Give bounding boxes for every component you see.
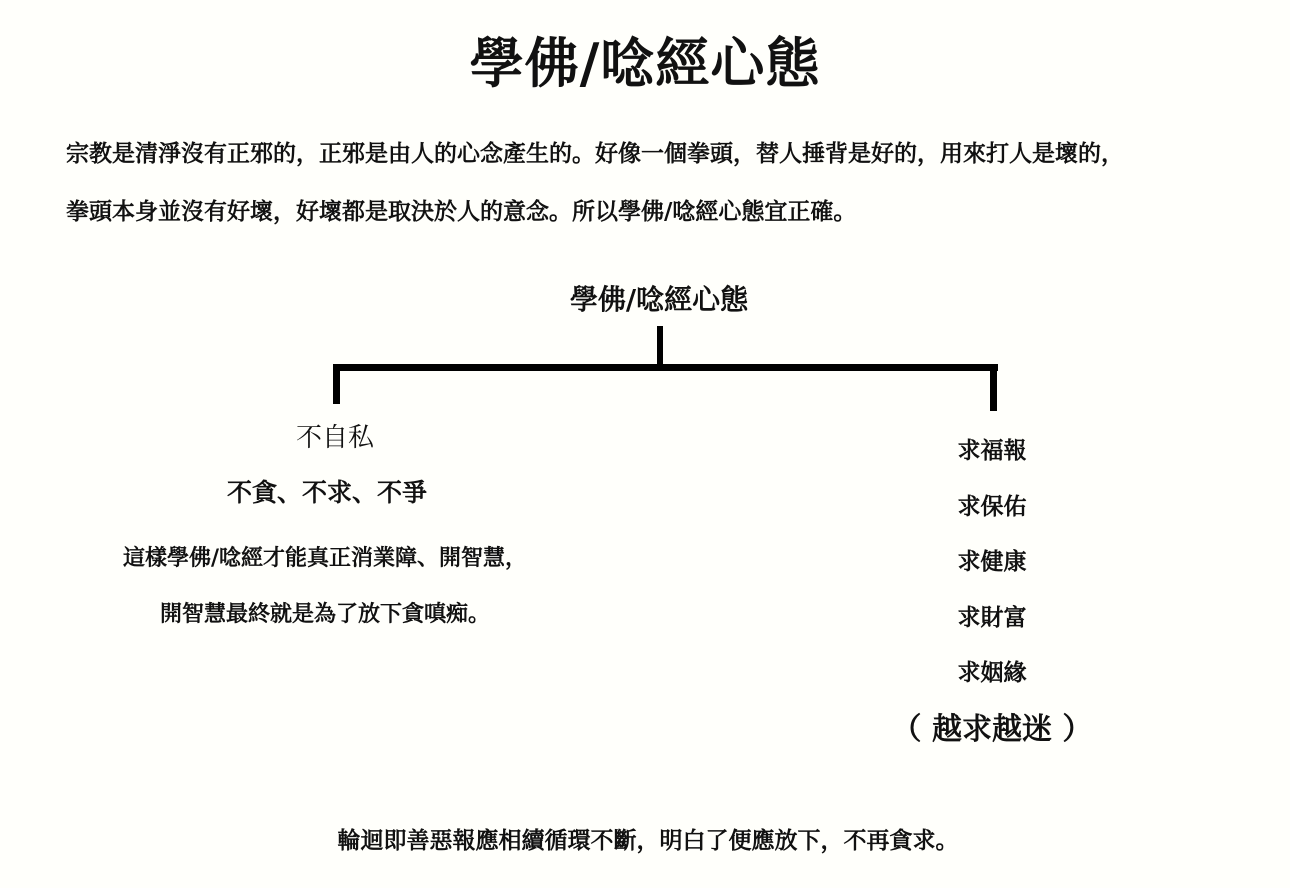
tree-horizontal-line <box>333 364 998 371</box>
right-branch-item: 求財富 <box>957 605 1027 631</box>
right-branch-item: 求保佑 <box>957 494 1027 520</box>
left-branch-heading: 不自私 <box>295 423 374 453</box>
footer-text: 輪迴即善惡報應相續循環不斷，明白了便應放下，不再貪求。 <box>337 828 959 854</box>
intro-line-1: 宗教是清淨沒有正邪的，正邪是由人的心念產生的。好像一個拳頭，替人捶背是好的，用來打人是壞的， <box>66 141 1124 167</box>
right-branch-item: 求健康 <box>957 549 1027 575</box>
intro-line-2: 拳頭本身並沒有好壞，好壞都是取決於人的意念。所以學佛/唸經心態宜正確。 <box>66 199 857 225</box>
right-branch-item: 求福報 <box>957 438 1027 464</box>
left-branch-subheading: 不貪、不求、不爭 <box>226 478 427 507</box>
page-title: 學佛/唸經心態 <box>469 32 821 95</box>
left-branch-description-line-1: 這樣學佛/唸經才能真正消業障、開智慧， <box>122 546 528 571</box>
tree-right-branch-line <box>990 364 997 411</box>
tree-stem-line <box>657 326 663 369</box>
tree-root-label: 學佛/唸經心態 <box>569 283 749 316</box>
left-branch-description-line-2: 開智慧最終就是為了放下貪嗔痴。 <box>159 602 490 627</box>
right-branch-item: 求姻緣 <box>957 660 1027 686</box>
tree-left-branch-line <box>333 364 340 404</box>
right-branch-note: （ 越求越迷 ） <box>891 712 1093 747</box>
